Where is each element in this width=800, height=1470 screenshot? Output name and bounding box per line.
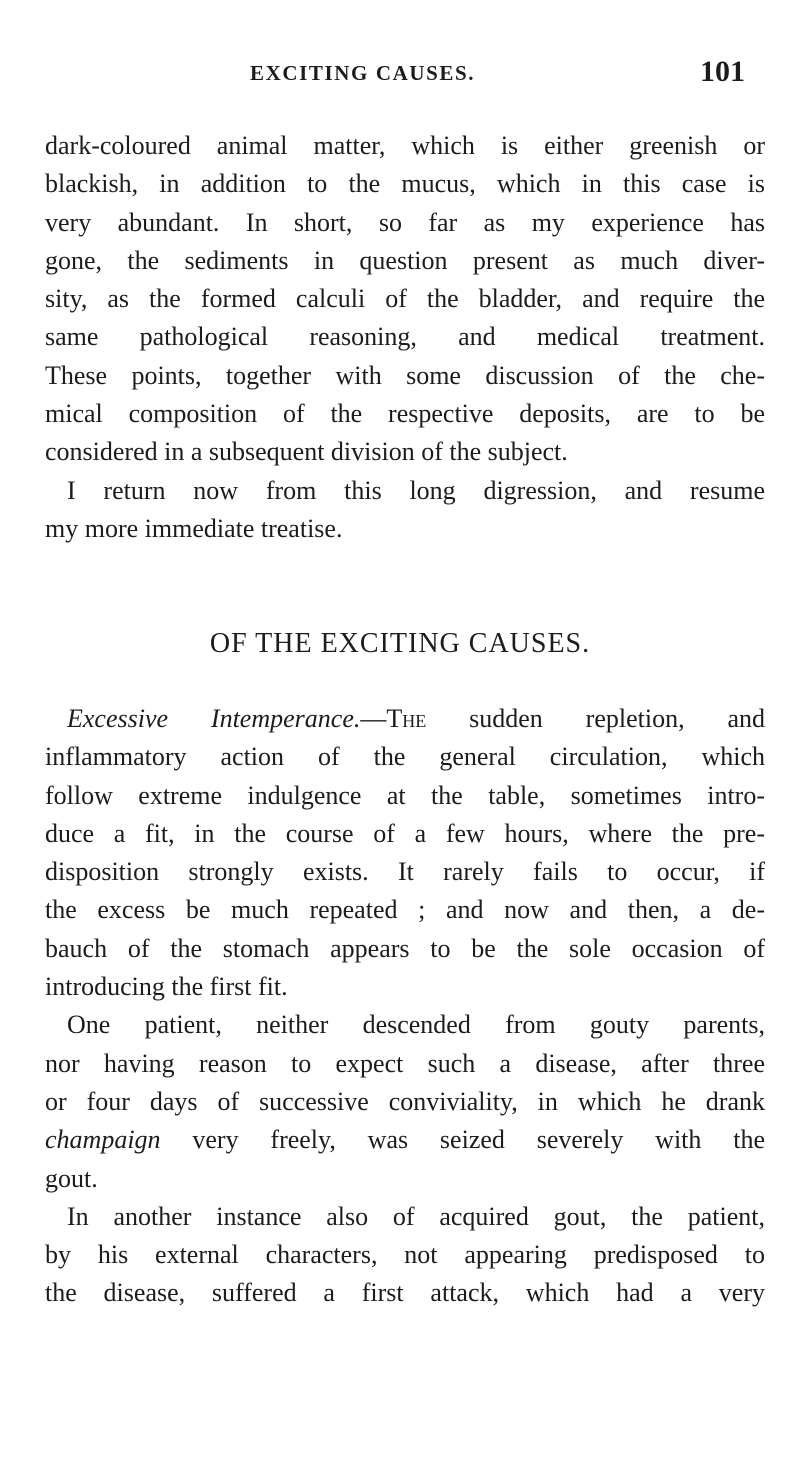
- text-line: same pathological reasoning, and medical treatment.: [45, 322, 765, 352]
- lead-in-title: Excessive Intemperance.: [67, 704, 361, 733]
- text-line: dark-coloured animal matter, which is either greenish or: [45, 131, 765, 160]
- lower-text-block: [45, 700, 765, 1313]
- paragraph-another-instance: [45, 1198, 765, 1313]
- paragraph-one-patient: [45, 1006, 765, 1197]
- text-line: the excess be much repeated ; and now and then, a de-: [45, 895, 765, 925]
- text-line: duce a fit, in the course of a few hours, where the pre-: [45, 818, 765, 848]
- text-line: the disease, suffered a first attack, which had a very: [45, 1278, 765, 1308]
- running-header: [0, 55, 800, 95]
- section-heading: OF THE EXCITING CAUSES.: [209, 628, 591, 659]
- text-line: These points, together with some discussion of the che-: [45, 360, 765, 390]
- text-line: gout.: [45, 1163, 98, 1193]
- paragraph-intemperance: [45, 700, 765, 1006]
- text-line: introducing the first fit.: [45, 972, 288, 1002]
- text-line: In another instance also of acquired gout, the patient,: [67, 1201, 765, 1231]
- running-title: EXCITING CAUSES.: [250, 61, 476, 85]
- text-line: gone, the sediments in question present as much diver-: [45, 245, 765, 275]
- text-line: I return now from this long digression, and resume: [67, 475, 765, 505]
- text-line: bauch of the stomach appears to be the sole occasion of: [45, 933, 765, 963]
- paragraph-digression: [45, 472, 765, 549]
- text-line: disposition strongly exists. It rarely fails to occur, if: [45, 857, 765, 887]
- text-line: or four days of successive conviviality, in which he drank: [45, 1086, 765, 1116]
- page-number: 101: [700, 55, 745, 88]
- text-line: [45, 700, 765, 738]
- text-line: nor having reason to expect such a disease, after three: [45, 1048, 765, 1078]
- text-line: mical composition of the respective deposits, are to be: [45, 399, 765, 429]
- text-line: follow extreme indulgence at the table, sometimes intro-: [45, 780, 765, 810]
- upper-text-block: [45, 127, 765, 548]
- line-text: sudden repletion, and: [426, 704, 765, 733]
- text-line: blackish, in addition to the mucus, which in this case is: [45, 169, 765, 199]
- line-text: very freely, was seized severely with the: [160, 1125, 765, 1155]
- paragraph-sediments: [45, 127, 765, 472]
- text-line: One patient, neither descended from gouty parents,: [67, 1010, 765, 1040]
- text-line: by his external characters, not appearing predisposed to: [45, 1240, 765, 1270]
- text-line: [45, 1121, 765, 1159]
- lead-in-smallcaps: The: [386, 704, 427, 733]
- text-line: inflammatory action of the general circulation, which: [45, 742, 765, 772]
- text-line: considered in a subsequent division of the subject.: [45, 437, 568, 467]
- text-line: my more immediate treatise.: [45, 513, 343, 543]
- italic-word: champaign: [45, 1125, 161, 1155]
- lead-in-dash: —: [360, 704, 387, 733]
- text-line: very abundant. In short, so far as my experience has: [45, 207, 765, 237]
- text-line: sity, as the formed calculi of the bladder, and require the: [45, 284, 765, 314]
